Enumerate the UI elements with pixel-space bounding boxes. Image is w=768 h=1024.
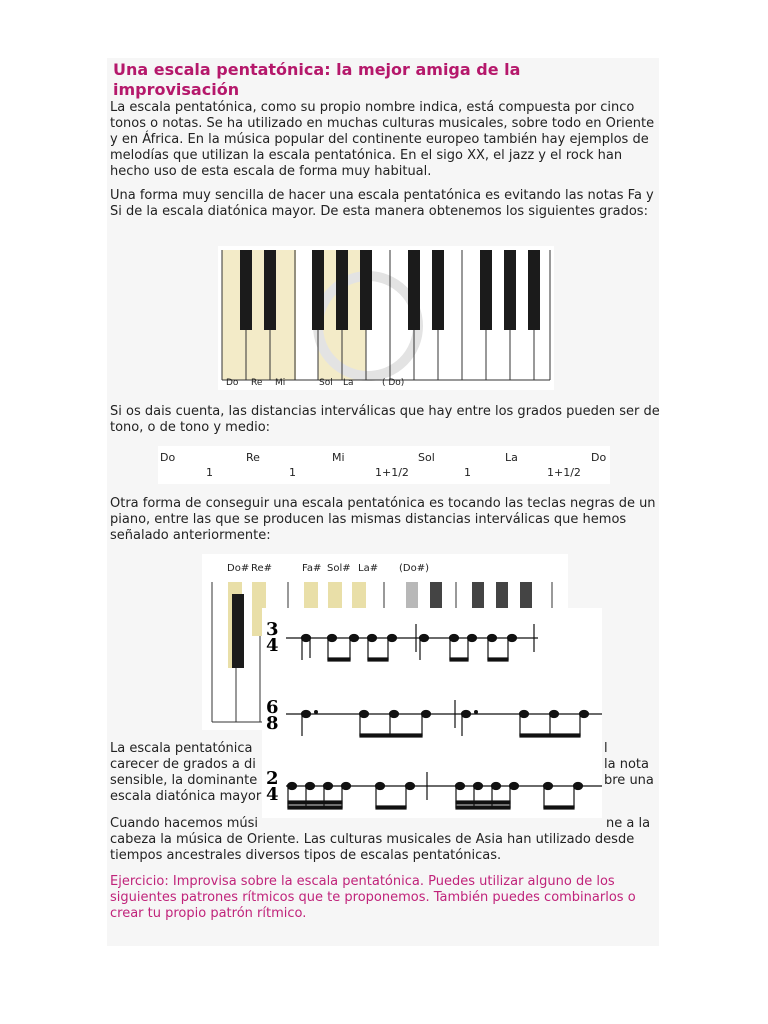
rhythm-patterns-overlay	[262, 608, 602, 818]
text-line: la nota	[604, 757, 649, 772]
interval-note: Mi	[332, 451, 345, 464]
key-label-re: Re	[251, 378, 263, 388]
text-line: sensible, la dominante	[110, 773, 258, 788]
key-label-la: La	[343, 378, 354, 388]
key-label-sol: Sol	[319, 378, 333, 388]
paragraph-fa-si: Una forma muy sencilla de hacer una escala pentatónica es evitando las notas Fa y Si de la escala diatónica mayor. De esta manera obtenemos los siguientes grados:	[110, 188, 654, 219]
text-line: La escala pentatónica	[110, 741, 253, 756]
key-label-do: Do	[226, 378, 239, 388]
interval-distance: 1	[289, 466, 296, 479]
time-signature-top: 6	[266, 697, 279, 718]
article-title: Una escala pentatónica: la mejor amiga de la improvisación	[113, 60, 521, 99]
text-line: bre una	[604, 773, 654, 788]
key-label-do-octave: ( Do)	[382, 378, 405, 388]
interval-distance: 1+1/2	[375, 466, 409, 479]
interval-note: La	[505, 451, 518, 464]
paragraph-black-keys: Otra forma de conseguir una escala pentatónica es tocando las teclas negras de un piano, entre las que se producen las mismas distancias interválicas que hemos señalado anteriormente:	[110, 496, 656, 543]
text-line: Cuando hacemos músi	[110, 816, 259, 831]
time-signature-bottom: 4	[266, 784, 279, 805]
paragraph-distances: Si os dais cuenta, las distancias interválicas que hay entre los grados pueden ser de tono, o de tono y medio:	[110, 404, 660, 435]
key-label-re-sharp: Re#	[251, 563, 273, 574]
time-signature-top: 3	[266, 619, 279, 640]
interval-note: Do	[591, 451, 607, 464]
paragraph-orient-right: ne a la	[606, 816, 651, 831]
text-line: escala diatónica mayor	[110, 789, 262, 804]
rhythm-notation	[262, 608, 602, 818]
intro-paragraph: La escala pentatónica, como su propio nombre indica, está compuesta por cinco tonos o notas. Se ha utilizado en muchas culturas musicales, sobre todo en Oriente y en África. En la música popular del continente europeo también hay ejemplos de melodías que utilizan la escala pentatónica. En el sigo XX, el jazz y el rock han hecho uso de esta escala de forma muy habitual.	[110, 100, 655, 179]
exercise-text: Ejercicio: Improvisa sobre la escala pentatónica. Puedes utilizar alguno de los siguientes patrones rítmicos que te proponemos. También puedes combinarlos o crear tu propio patrón rítmico.	[110, 874, 636, 921]
key-label-fa-sharp: Fa#	[302, 563, 322, 574]
text-line: carecer de grados a di	[110, 757, 256, 772]
time-signature-bottom: 4	[266, 635, 279, 656]
key-label-do-sharp: Do#	[227, 563, 250, 574]
paragraph-orient	[110, 816, 662, 864]
paragraph-characteristics	[110, 741, 270, 805]
time-signature-bottom: 8	[266, 713, 279, 734]
time-signature-top: 2	[266, 768, 279, 789]
key-label-la-sharp: La#	[358, 563, 379, 574]
key-label-do-sharp-octave: (Do#)	[399, 563, 429, 574]
text-line: tiempos ancestrales diversos tipos de escalas pentatónicas.	[110, 848, 502, 863]
text-line: cabeza la música de Oriente. Las culturas musicales de Asia han utilizado desde	[110, 832, 635, 847]
interval-note: Re	[246, 451, 260, 464]
paragraph-characteristics-right	[604, 741, 664, 789]
piano-keyboard-diagram	[218, 246, 554, 390]
interval-note: Sol	[418, 451, 435, 464]
key-label-sol-sharp: Sol#	[327, 563, 351, 574]
interval-distance: 1	[206, 466, 213, 479]
interval-note: Do	[160, 451, 176, 464]
key-label-mi: Mi	[275, 378, 286, 388]
text-line: l	[604, 741, 608, 756]
interval-distance: 1	[464, 466, 471, 479]
interval-distance: 1+1/2	[547, 466, 581, 479]
